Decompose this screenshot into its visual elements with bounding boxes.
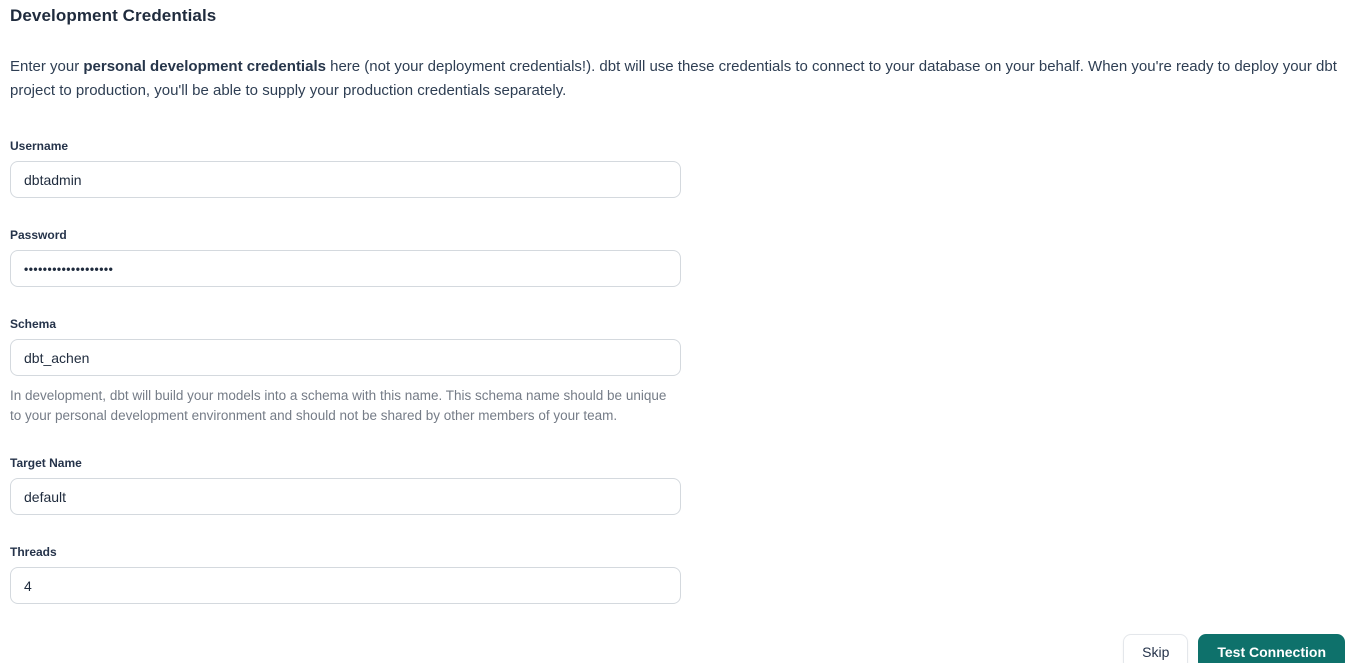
- target-name-label: Target Name: [10, 456, 82, 470]
- test-connection-button[interactable]: Test Connection: [1198, 634, 1345, 663]
- username-input[interactable]: [10, 161, 681, 198]
- target-name-input[interactable]: [10, 478, 681, 515]
- threads-field-group: [10, 545, 1345, 604]
- threads-label: Threads: [10, 545, 57, 559]
- schema-field-group: [10, 317, 1345, 426]
- intro-text-bold: personal development credentials: [83, 58, 326, 75]
- page-title: Development Credentials: [10, 6, 217, 25]
- credentials-form: [10, 139, 1345, 604]
- username-label: Username: [10, 139, 69, 153]
- password-input[interactable]: [10, 250, 681, 287]
- threads-input[interactable]: [10, 567, 681, 604]
- intro-text-suffix: here (not your deployment credentials!). dbt will use these credentials to connect to your database on your behalf. When you're ready to deploy your dbt project to production, you'll be able to supply your production credentials separately.: [10, 58, 1337, 99]
- password-label: Password: [10, 228, 67, 242]
- schema-input[interactable]: [10, 339, 681, 376]
- footer-actions: [10, 634, 1345, 663]
- schema-label: Schema: [10, 317, 57, 331]
- intro-text-prefix: Enter your: [10, 58, 84, 75]
- schema-help-text: In development, dbt will build your models into a schema with this name. This schema name should be unique to your personal development environment and should not be shared by other members of your team.: [10, 388, 667, 423]
- skip-button[interactable]: Skip: [1123, 634, 1188, 663]
- target-name-field-group: [10, 456, 1345, 515]
- password-field-group: [10, 228, 1345, 287]
- username-field-group: [10, 139, 1345, 198]
- intro-paragraph: [10, 55, 1345, 103]
